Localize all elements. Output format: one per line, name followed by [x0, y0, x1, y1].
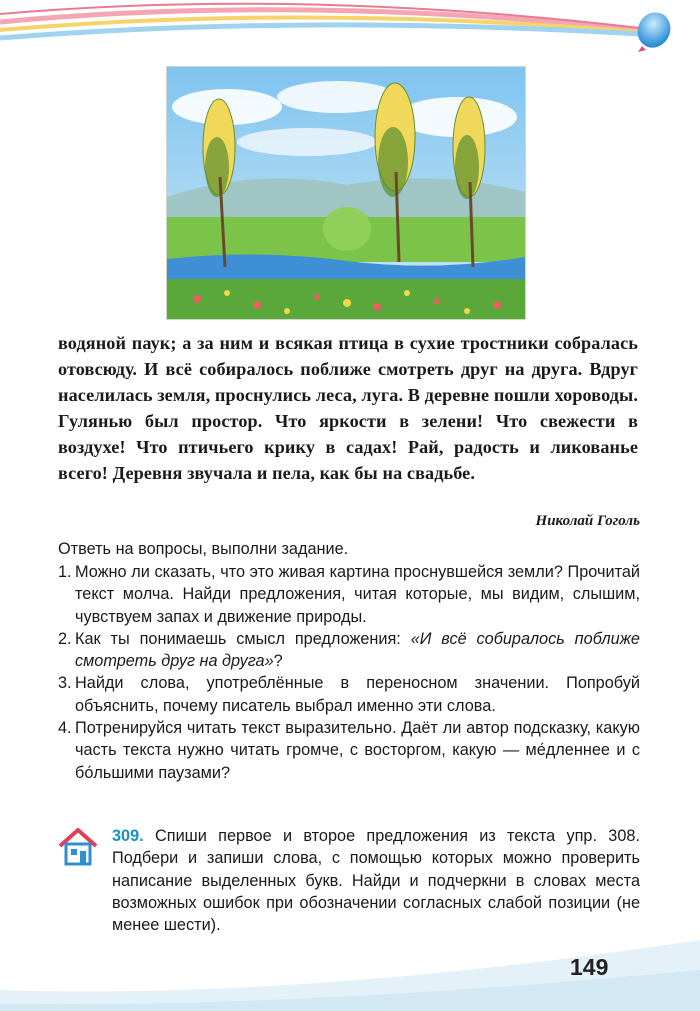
question-1 — [58, 561, 640, 628]
question-text: Можно ли сказать, что это живая картина проснувшейся земли? Прочитай текст молча. Найди предложения, читая которые, мы видим, слышим, чувствуем запах и движение природы. — [75, 563, 640, 626]
task-intro: Ответь на вопросы, выполни задание. — [58, 540, 349, 558]
question-text: Как ты понимаешь смысл предложения: — [75, 629, 411, 648]
question-number: 4. — [58, 719, 72, 738]
page-number: 149 — [570, 954, 609, 980]
exercise-number: 309. — [112, 827, 144, 845]
poem-text — [58, 330, 638, 486]
homework-house-icon — [56, 826, 100, 866]
landscape-illustration — [166, 66, 526, 320]
question-4 — [58, 717, 640, 784]
poem-author: Николай Гоголь — [535, 513, 640, 529]
question-text: Найди слова, употреблённые в переносном значении. Попробуй объяснить, почему писатель выбрал именно эти слова. — [75, 674, 640, 715]
question-2 — [58, 628, 640, 673]
question-list — [58, 561, 640, 784]
question-3 — [58, 672, 640, 717]
balloon-icon — [620, 6, 680, 66]
poem-paragraph: водяной паук; а за ним и всякая птица в сухие тростники собралась отовсюду. И всё собиралось поближе смотреть друг на друга. Вдруг населилась земля, проснулись леса, луга. В деревне пошли хороводы. Гулянью был простор. Что яркости в зелени! Что свежести в воздухе! Что птичьего крику в садах! Рай, радость и ликованье всего! Деревня звучала и пела, как бы на свадьбе. — [58, 333, 638, 483]
question-number: 2. — [58, 629, 72, 648]
exercise-309 — [112, 825, 640, 936]
question-number: 1. — [58, 563, 72, 581]
top-decoration — [0, 0, 700, 60]
question-text-end: ? — [273, 652, 283, 671]
exercise-text: Спиши первое и второе предложения из текста упр. 308. Подбери и запиши слова, с помощью которых можно проверить написание выделенных букв. Найди и подчеркни в словах места возможных ошибок при обозначении согласных слабой позиции (не менее шести). — [112, 827, 640, 935]
question-number: 3. — [58, 674, 72, 693]
question-text: Потренируйся читать текст выразительно. Даёт ли автор подсказку, какую часть текста нужно читать громче, с восторгом, какую — ме́дленнее и с бо́льшими паузами? — [75, 719, 640, 782]
question-quote: «И всё собиралось поближе смотреть друг на друга» — [75, 629, 640, 671]
